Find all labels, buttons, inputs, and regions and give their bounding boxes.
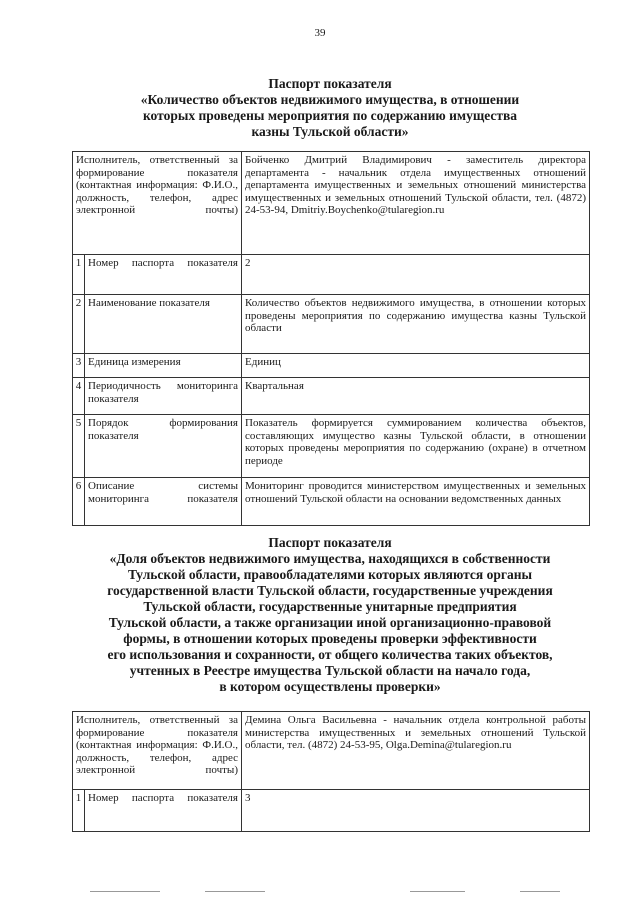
row-value: 3 bbox=[242, 790, 590, 832]
row-value: 2 bbox=[242, 255, 590, 295]
page-number: 39 bbox=[314, 27, 326, 39]
heading-line: Тульской области, правообладателями которых являются органы bbox=[127, 567, 533, 582]
table-row bbox=[73, 790, 590, 832]
executor-value: Демина Ольга Васильевна - начальник отдела контрольной работы министерства имущественных и земельных отношений Тульской области, тел. (4872) 24-53-95, Olga.Demina@tularegion.ru bbox=[242, 712, 590, 790]
row-number: 1 bbox=[73, 255, 85, 295]
passport-2-table bbox=[72, 711, 590, 832]
heading-line: которых проведены мероприятия по содержанию имущества bbox=[142, 108, 518, 123]
heading-line: учтенных в Реестре имущества Тульской области на начало года, bbox=[129, 663, 531, 678]
heading-line: Паспорт показателя bbox=[268, 535, 392, 550]
passport-1-table bbox=[72, 151, 590, 526]
row-label: Периодичность мониторинга показателя bbox=[85, 378, 242, 415]
row-label: Номер паспорта показателя bbox=[85, 255, 242, 295]
heading-line: формы, в отношении которых проведены проверки эффективности bbox=[123, 631, 537, 646]
heading-line: государственной власти Тульской области, государственные учреждения bbox=[107, 583, 553, 598]
row-label: Единица измерения bbox=[85, 354, 242, 378]
table-row bbox=[73, 478, 590, 526]
row-number: 4 bbox=[73, 378, 85, 415]
heading-line: его использования и сохранности, от общего количества таких объектов, bbox=[107, 647, 553, 662]
row-number: 6 bbox=[73, 478, 85, 526]
row-label: Порядок формирования показателя bbox=[85, 415, 242, 478]
row-label: Описание системы мониторинга показателя bbox=[85, 478, 242, 526]
scan-artifact bbox=[410, 891, 465, 892]
table-row bbox=[73, 255, 590, 295]
scan-artifact bbox=[520, 891, 560, 892]
row-value: Количество объектов недвижимого имущества, в отношении которых проведены мероприятия по содержанию имущества казны Тульской области bbox=[242, 295, 590, 354]
executor-value: Бойченко Дмитрий Владимирович - заместитель директора департамента - начальник отдела имущественных отношений департамента имущественных и земельных отношений министерства имущественных и земельных отношений Тульской области, тел. (4872) 24-53-94, Dmitriy.Boychenko@tularegion.ru bbox=[242, 152, 590, 255]
row-label: Номер паспорта показателя bbox=[85, 790, 242, 832]
row-number: 2 bbox=[73, 295, 85, 354]
heading-line: «Доля объектов недвижимого имущества, находящихся в собственности bbox=[109, 551, 551, 566]
heading-line: казны Тульской области» bbox=[251, 124, 409, 139]
executor-label: Исполнитель, ответственный за формирование показателя (контактная информация: Ф.И.О., должность, телефон, адрес электронной почты) bbox=[73, 152, 242, 255]
table-row bbox=[73, 415, 590, 478]
passport-2-heading bbox=[60, 535, 600, 695]
row-number: 5 bbox=[73, 415, 85, 478]
heading-line: «Количество объектов недвижимого имущества, в отношении bbox=[140, 92, 520, 107]
heading-line: в котором осуществлены проверки» bbox=[219, 679, 441, 694]
scan-artifact bbox=[205, 891, 265, 892]
row-value: Мониторинг проводится министерством имущественных и земельных отношений Тульской области на основании ведомственных данных bbox=[242, 478, 590, 526]
heading-line: Тульской области, а также организации иной организационно-правовой bbox=[108, 615, 552, 630]
row-value: Единиц bbox=[242, 354, 590, 378]
executor-label: Исполнитель, ответственный за формирование показателя (контактная информация: Ф.И.О., должность, телефон, адрес электронной почты) bbox=[73, 712, 242, 790]
row-value: Показатель формируется суммированием количества объектов, составляющих имущество казны Тульской области, в отношении которых проведены мероприятия по содержанию (охране) в отчетном периоде bbox=[242, 415, 590, 478]
heading-line: Тульской области, государственные унитарные предприятия bbox=[143, 599, 517, 614]
scan-artifact bbox=[90, 891, 160, 892]
table-row bbox=[73, 295, 590, 354]
row-number: 3 bbox=[73, 354, 85, 378]
table-row bbox=[73, 378, 590, 415]
row-value: Квартальная bbox=[242, 378, 590, 415]
executor-row bbox=[73, 152, 590, 255]
table-row bbox=[73, 354, 590, 378]
row-label: Наименование показателя bbox=[85, 295, 242, 354]
passport-1-heading bbox=[60, 76, 600, 140]
executor-row bbox=[73, 712, 590, 790]
row-number: 1 bbox=[73, 790, 85, 832]
heading-line: Паспорт показателя bbox=[268, 76, 392, 91]
